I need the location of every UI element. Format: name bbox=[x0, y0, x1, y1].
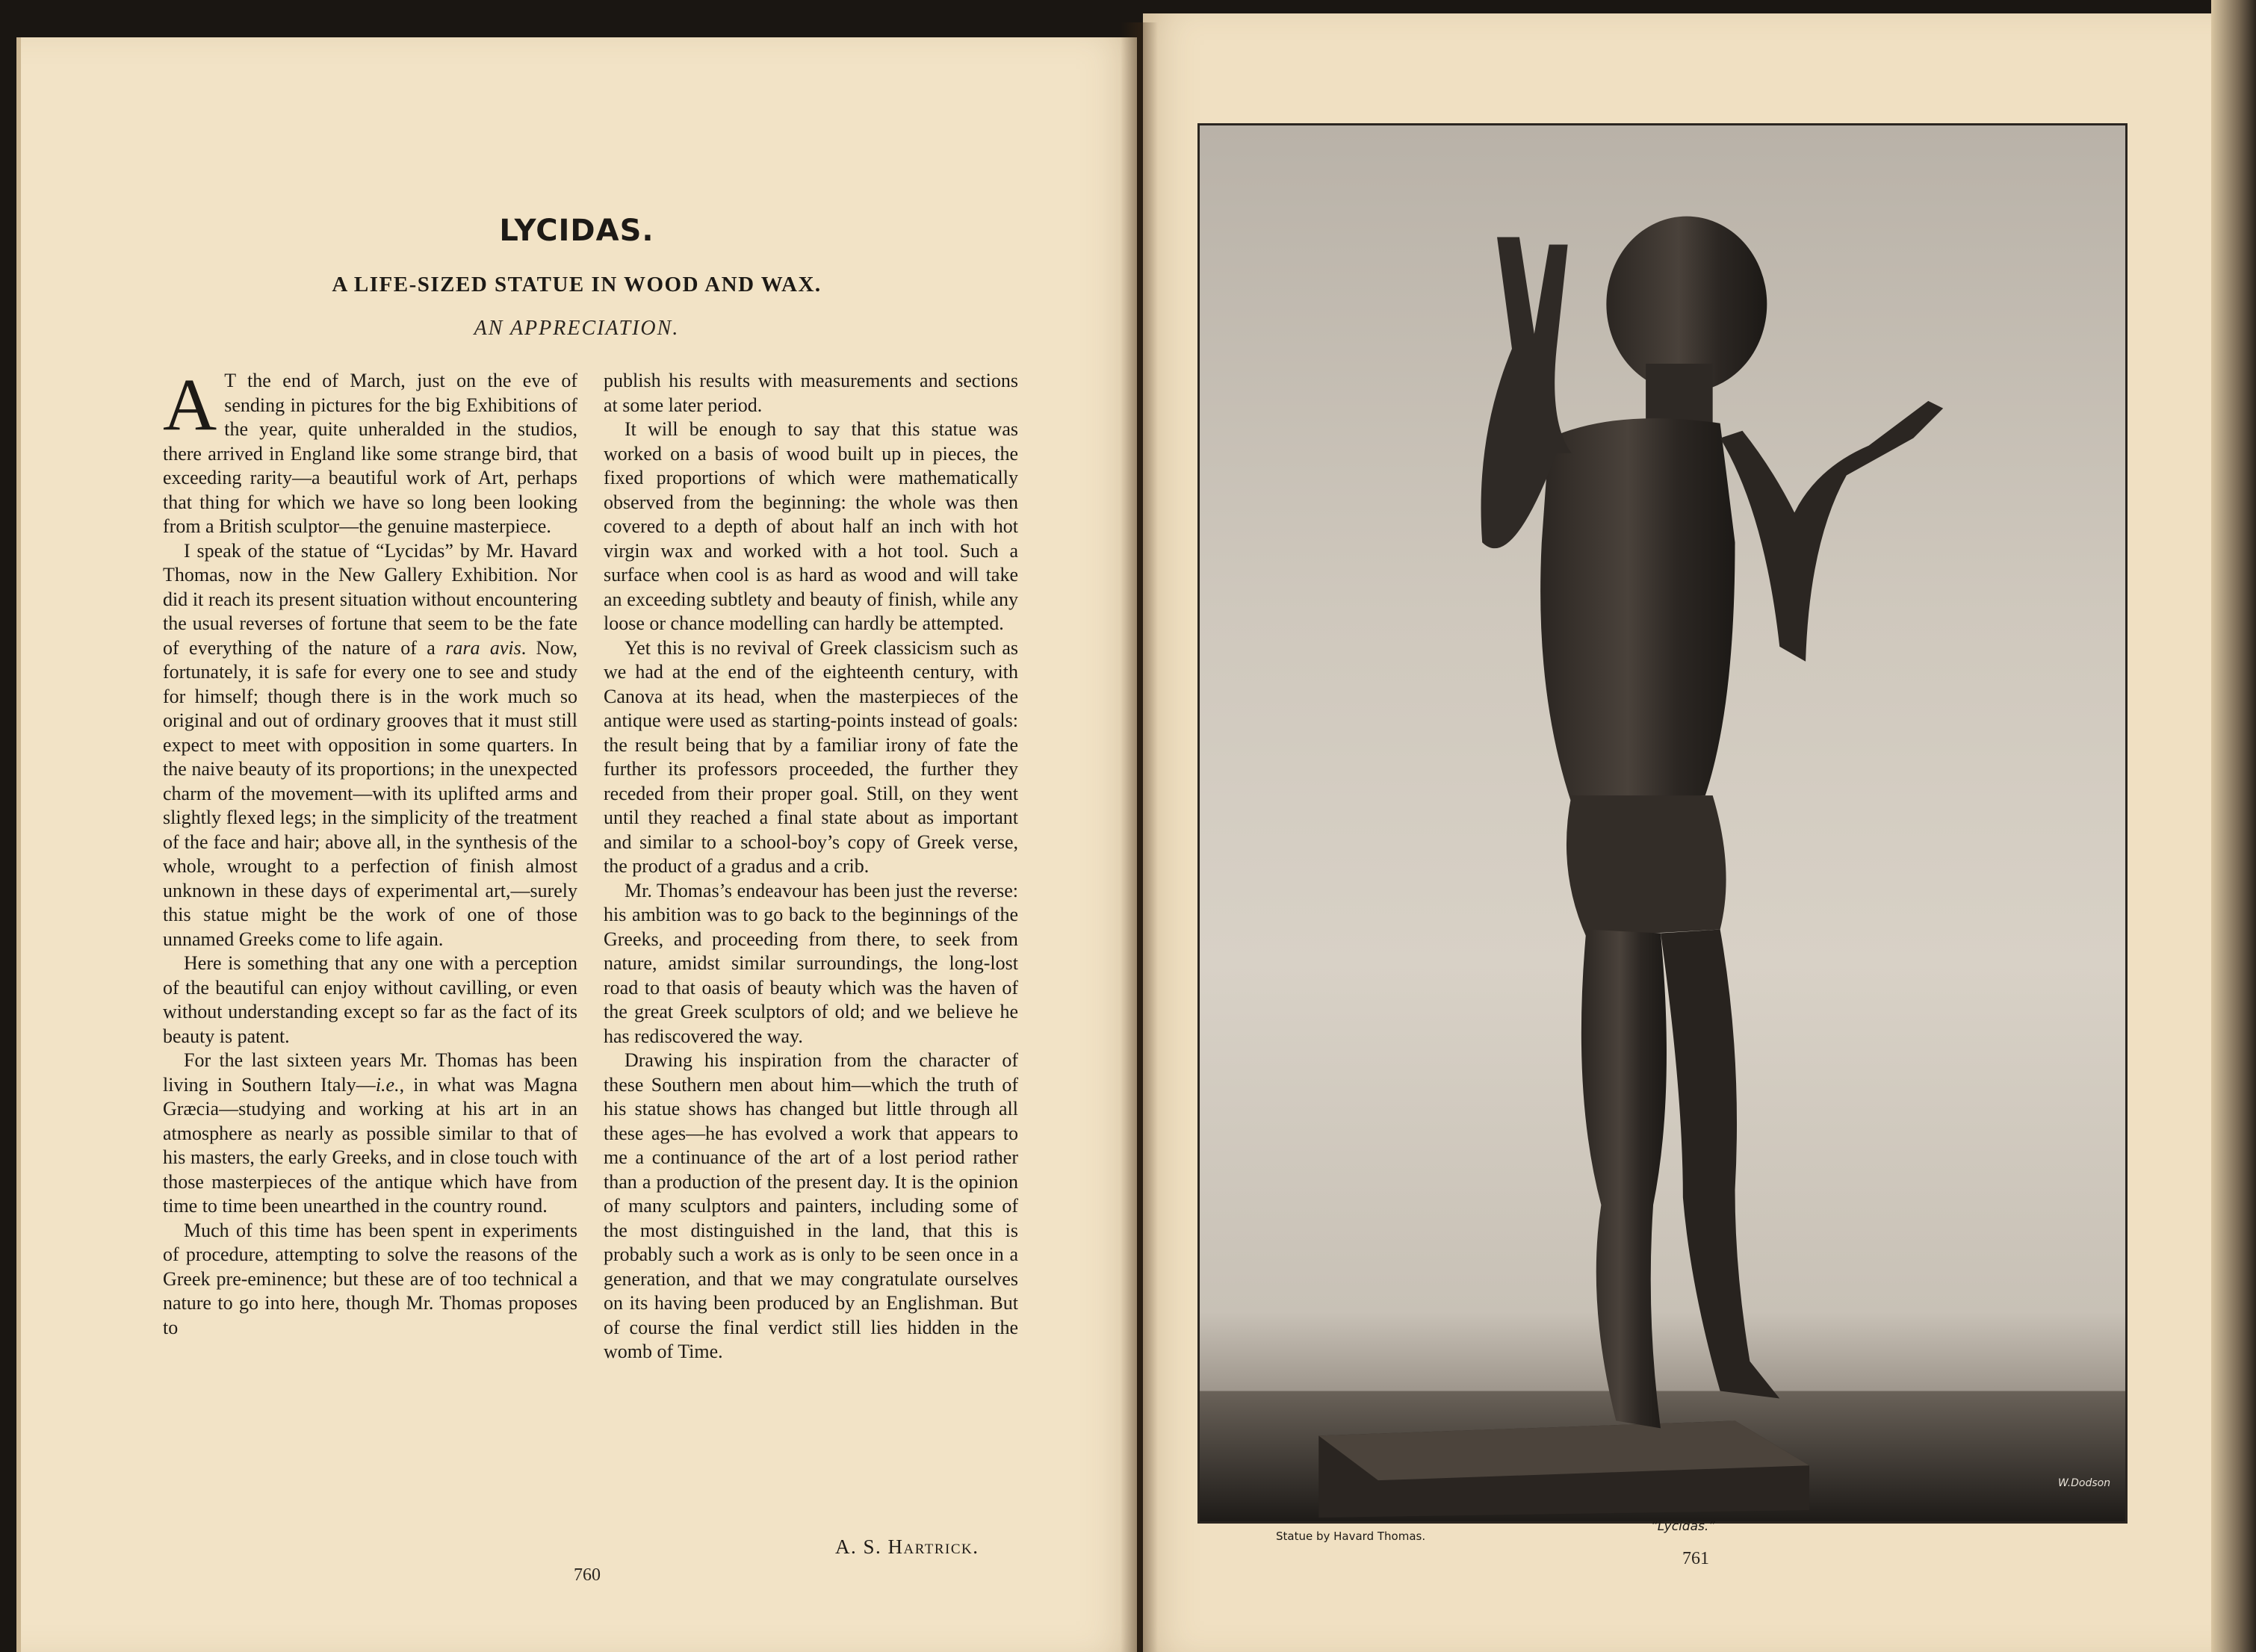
page-number-left: 760 bbox=[574, 1565, 601, 1585]
paragraph-4-text-a: For the last sixteen years Mr. Thomas has been living in Southern Italy— bbox=[163, 1049, 577, 1096]
paragraph-5: Much of this time has been spent in experiments of procedure, attempting to solve the reasons of the Greek pre-eminence; but these are of too technical a nature to go into here, though Mr. Thomas proposes to bbox=[163, 1219, 577, 1338]
paragraph-2-emphasis: rara avis bbox=[445, 636, 521, 659]
paragraph-1-text: T the end of March, just on the eve of sending in pictures for the big Exhibitions of the year, quite unheralded in the studios, there arrived in England like some strange bird, that exceeding rarity—a beautiful work of Art, perhaps that thing for which we have so long been looking from a British sculptor—the genuine masterpiece. bbox=[163, 370, 577, 537]
book-edge bbox=[2211, 0, 2256, 1652]
paragraph-2 bbox=[163, 539, 577, 952]
paragraph-6: publish his results with measurements and sections at some later period. bbox=[604, 370, 1018, 416]
plate-caption-credit: Statue by Havard Thomas. bbox=[1276, 1530, 1426, 1543]
page-number-right: 761 bbox=[1682, 1549, 1709, 1568]
paragraph-3: Here is something that any one with a perception of the beautiful can enjoy without cavilling, or even without understanding except so far as the fact of its beauty is patent. bbox=[163, 952, 577, 1047]
article-tagline: AN APPRECIATION. bbox=[474, 317, 680, 340]
paragraph-4-text-b: , in what was Magna Græcia—studying and working at his art in an atmosphere as nearly as possible similar to that of his masters, the early Greeks, and in close touch with those masterpieces of the antique which have from time to time been unearthed in the country round. bbox=[163, 1073, 577, 1217]
author-signature: A. S. Hartrick. bbox=[835, 1535, 979, 1558]
article-title: LYCIDAS. bbox=[499, 214, 654, 248]
statue-photograph bbox=[1197, 123, 2128, 1524]
engraver-signature: W.Dodson bbox=[2058, 1477, 2111, 1489]
paragraph-9: Mr. Thomas’s endeavour has been just the reverse: his ambition was to go back to the beginnings of the Greeks, and proceeding from there, to seek from nature, amidst similar surroundings, the long-lost road to that oasis of beauty which was the haven of the great Greek sculptors of old; and we believe he has rediscovered the way. bbox=[604, 879, 1018, 1047]
paragraph-7: It will be enough to say that this statue was worked on a basis of wood built up in pieces, the fixed proportions of which were mathematically observed from the beginning: the whole was then covered to a depth of about half an inch with hot virgin wax and worked with a hot tool. Such a surface when cool is as hard as wood and will take an exceeding subtlety and beauty of finish, while any loose or chance modelling can hardly be attempted. bbox=[604, 418, 1018, 634]
book-gutter bbox=[1121, 22, 1158, 1652]
right-text-column bbox=[604, 369, 1018, 1364]
drop-cap: A bbox=[163, 363, 217, 446]
paragraph-2-text-a: I speak of the statue of “Lycidas” by Mr. Havard Thomas, now in the New Gallery Exhibition. Nor did it reach its present situation without encountering the usual reverses of fortune that seem to be the fate of everything of the nature of a bbox=[163, 539, 577, 659]
paragraph-1 bbox=[163, 363, 577, 539]
paragraph-4-emphasis: i.e. bbox=[375, 1073, 400, 1096]
paragraph-8: Yet this is no revival of Greek classicism such as we had at the end of the eighteenth century, with Canova at its head, when the masterpieces of the antique were used as starting-points instead of goals: the result being that by a familiar irony of fate the further its professors proceeded, the further they receded from their proper goal. Still, on they went until they reached a final state about as important and similar to a school-boy’s copy of Greek verse, the product of a gradus and a crib. bbox=[604, 636, 1018, 877]
statue-figure-icon bbox=[1200, 125, 2125, 1521]
article-subtitle: A LIFE-SIZED STATUE IN WOOD AND WAX. bbox=[332, 273, 822, 296]
paragraph-10: Drawing his inspiration from the character of these Southern men about him—which the truth of his statue shows has changed but little through all these ages—he has evolved a work that appears to me a continuance of the art of a lost period rather than a production of the present day. It is the opinion of many sculptors and painters, including some of the most distinguished in the land, that this is probably such a work as is only to be seen once in a generation, and that we may congratulate ourselves on its having been produced by an Englishman. But of course the final verdict still lies hidden in the womb of Time. bbox=[604, 1049, 1018, 1362]
paragraph-4 bbox=[163, 1049, 577, 1219]
paragraph-2-text-b: . Now, fortunately, it is safe for every one to see and study for himself; though there is in the work much so original and out of ordinary grooves that it must still expect to meet with opposition in some quarters. In the naive beauty of its proportions; in the unexpected charm of the movement—with its uplifted arms and slightly flexed legs; in the simplicity of the treatment of the face and hair; above all, in the synthesis of the whole, wrought to a perfection of finish almost unknown in these days of experimental art,—surely this statue might be the work of one of those unnamed Greeks come to life again. bbox=[163, 636, 577, 950]
plate-caption-title: “Lycidas.” bbox=[1651, 1519, 1716, 1534]
left-text-column bbox=[163, 363, 577, 1340]
